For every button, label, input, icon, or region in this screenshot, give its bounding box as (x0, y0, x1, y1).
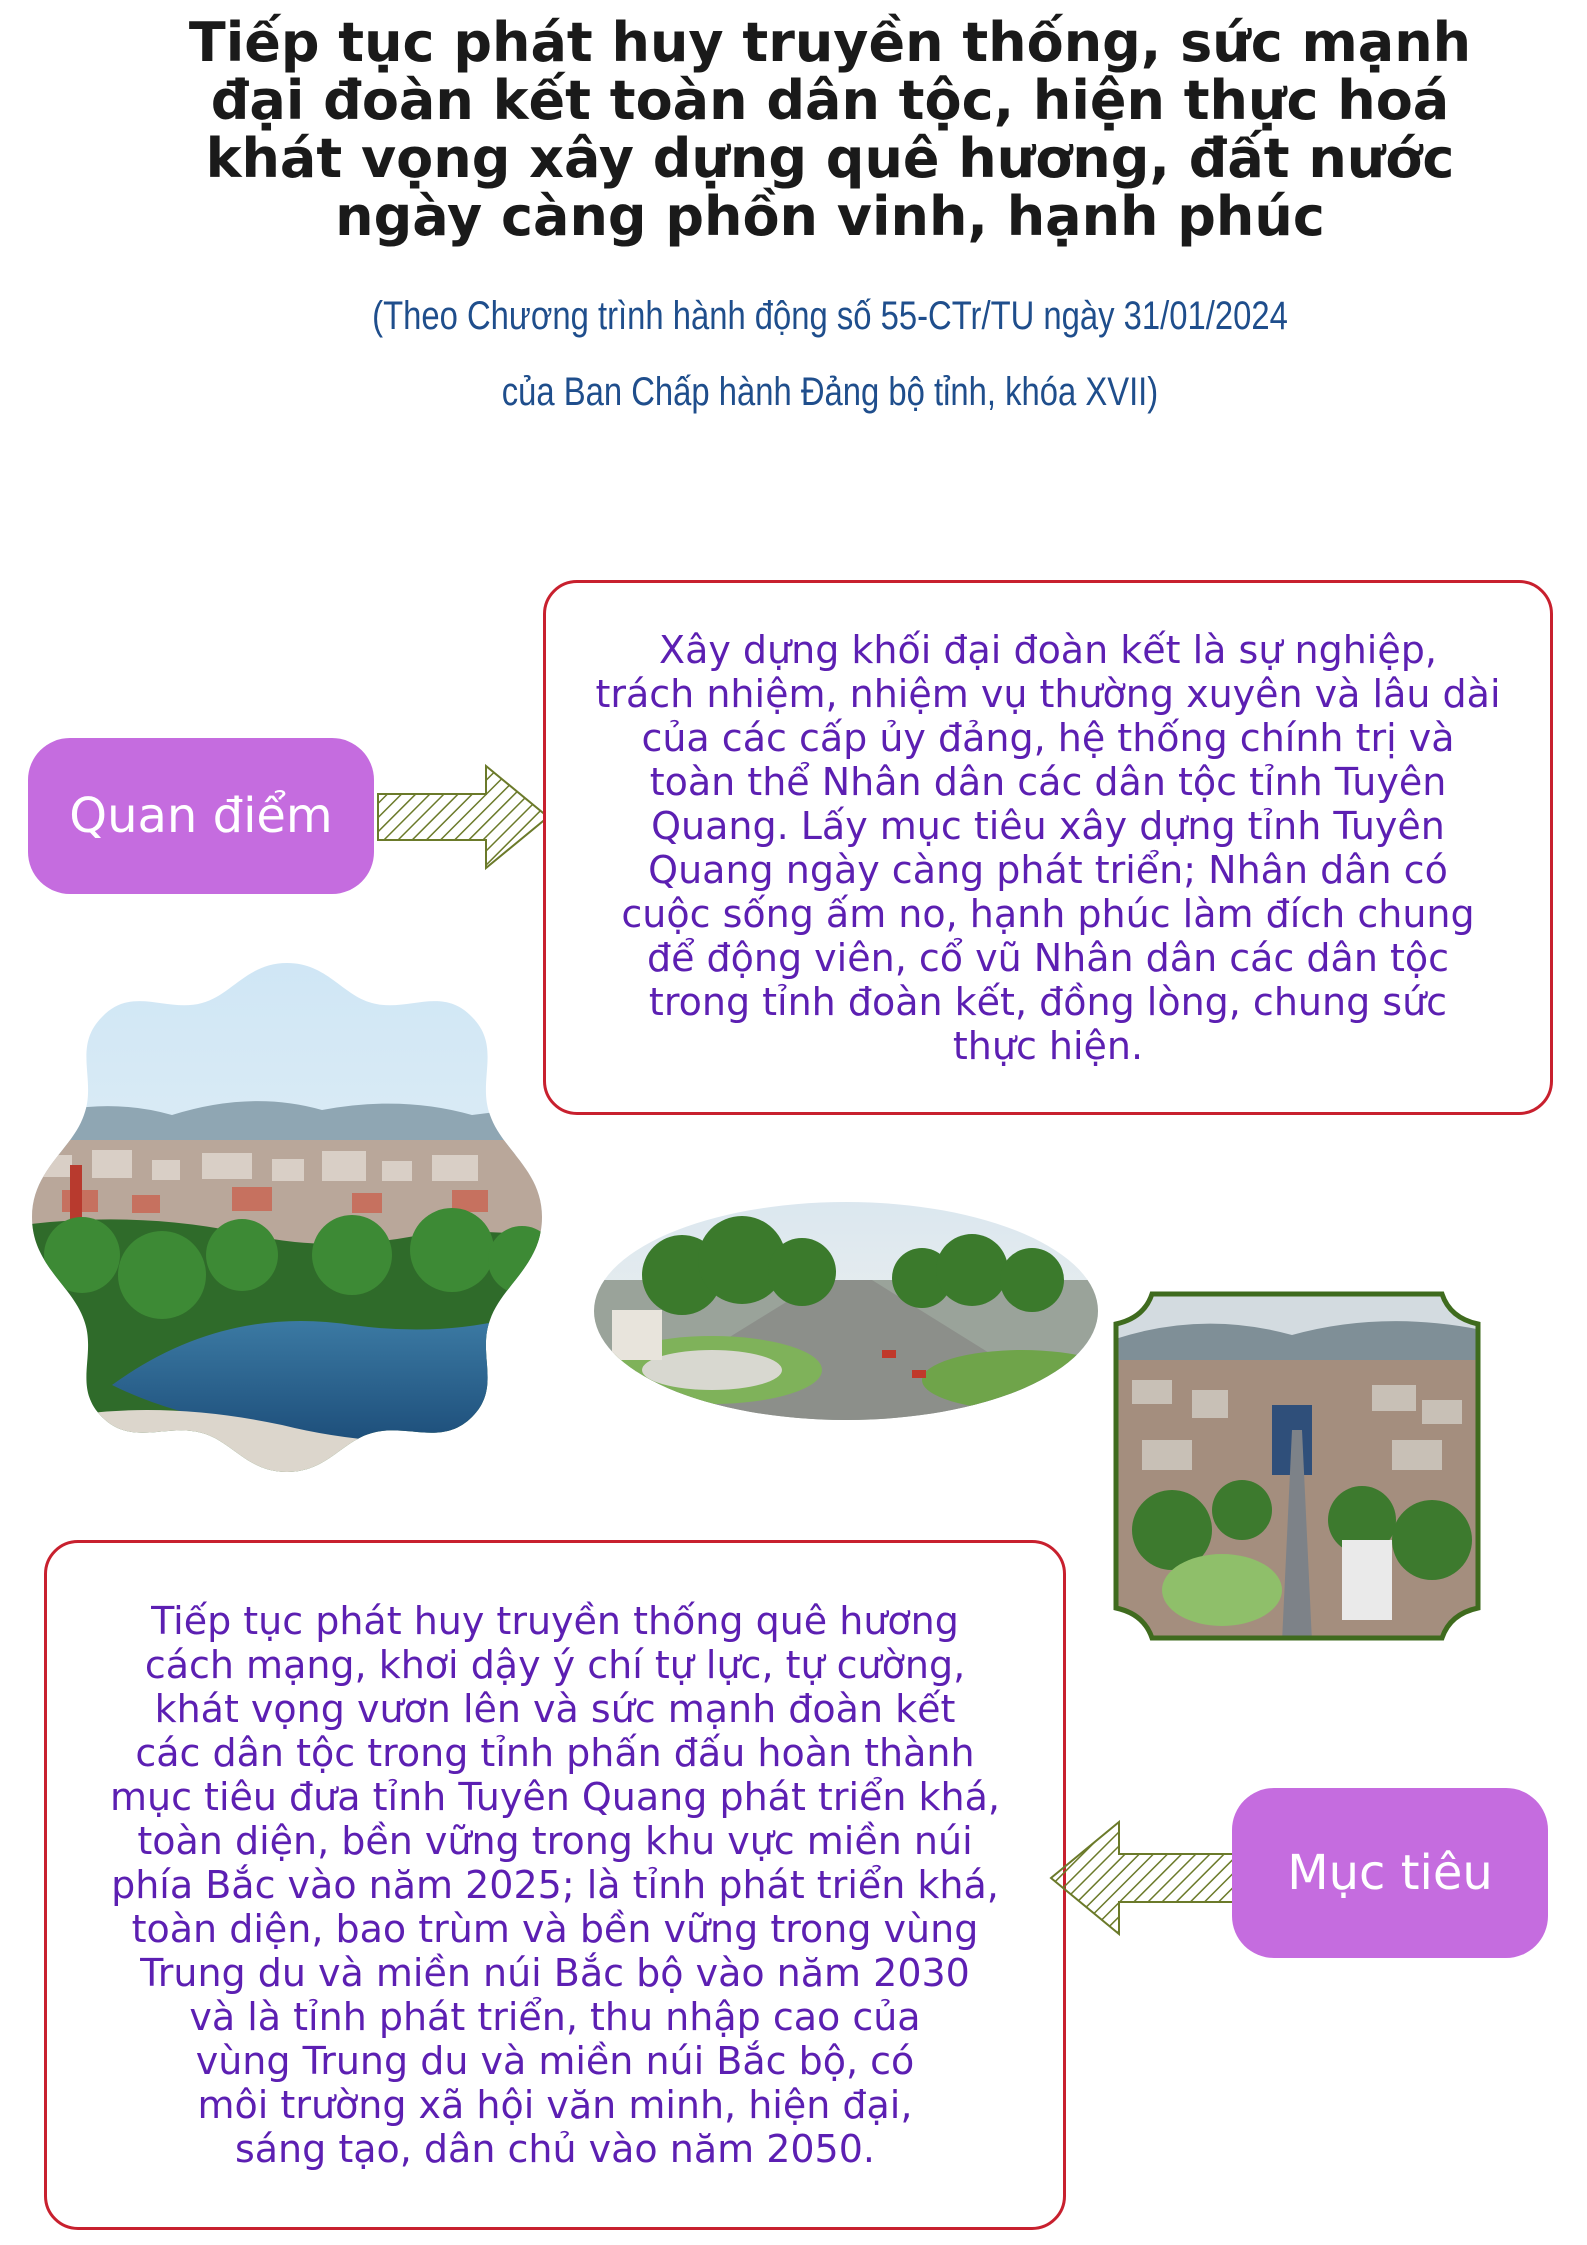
text-line: mục tiêu đưa tỉnh Tuyên Quang phát triển khá, (109, 1775, 1000, 1819)
boulevard-photo (592, 1200, 1100, 1422)
text-line: thực hiện. (952, 1023, 1144, 1068)
text-line: toàn diện, bao trùm và bền vững trong vùng (131, 1907, 979, 1951)
arrow-left-icon (1047, 1818, 1237, 1938)
text-line: và là tỉnh phát triển, thu nhập cao của (189, 1995, 921, 2039)
viewpoint-text (595, 628, 1500, 1068)
text-line: Quang ngày càng phát triển; Nhân dân có (648, 847, 1448, 892)
viewpoint-label (28, 738, 374, 894)
title-line: khát vọng xây dựng quê hương, đất nước (205, 127, 1455, 190)
goal-label (1232, 1788, 1548, 1958)
text-line: toàn diện, bền vững trong khu vực miền núi (137, 1819, 973, 1863)
subtitle-line: (Theo Chương trình hành động số 55-CTr/TU ngày 31/01/2024 (372, 294, 1288, 338)
viewpoint-label-text: Quan điểm (69, 788, 333, 844)
text-line: Trung du và miền núi Bắc bộ vào năm 2030 (140, 1951, 970, 1995)
goal-label-text: Mục tiêu (1287, 1845, 1493, 1901)
text-line: Quang. Lấy mục tiêu xây dựng tỉnh Tuyên (651, 803, 1445, 848)
text-line: các dân tộc trong tỉnh phấn đấu hoàn thành (135, 1731, 975, 1775)
goal-text (110, 1599, 1000, 2171)
text-line: Xây dựng khối đại đoàn kết là sự nghiệp, (659, 627, 1437, 672)
city-lake-photo (22, 955, 552, 1480)
text-line: trách nhiệm, nhiệm vụ thường xuyên và lâu dài (595, 671, 1501, 716)
text-line: của các cấp ủy đảng, hệ thống chính trị và (641, 715, 1455, 760)
text-line: cách mạng, khơi dậy ý chí tự lực, tự cường, (144, 1643, 966, 1687)
arrow-right-icon (376, 762, 552, 872)
text-line: khát vọng vươn lên và sức mạnh đoàn kết (154, 1687, 956, 1731)
text-line: Tiếp tục phát huy truyền thống quê hương (151, 1599, 959, 1643)
page-subtitle (200, 278, 1460, 430)
title-line: Tiếp tục phát huy truyền thống, sức mạnh (188, 11, 1472, 74)
text-line: sáng tạo, dân chủ vào năm 2050. (234, 2127, 875, 2171)
goal-box (44, 1540, 1066, 2230)
title-line: ngày càng phồn vinh, hạnh phúc (335, 185, 1325, 248)
subtitle-line: của Ban Chấp hành Đảng bộ tỉnh, khóa XVII) (501, 370, 1159, 414)
text-line: vùng Trung du và miền núi Bắc bộ, có (195, 2039, 915, 2083)
page-title (150, 11, 1510, 248)
text-line: cuộc sống ấm no, hạnh phúc làm đích chung (621, 891, 1475, 936)
city-aerial-photo (1112, 1290, 1482, 1642)
text-line: toàn thể Nhân dân các dân tộc tỉnh Tuyên (649, 759, 1447, 804)
title-line: đại đoàn kết toàn dân tộc, hiện thực hoá (210, 69, 1450, 132)
viewpoint-box (543, 580, 1553, 1115)
text-line: môi trường xã hội văn minh, hiện đại, (197, 2083, 913, 2127)
text-line: để động viên, cổ vũ Nhân dân các dân tộc (646, 935, 1450, 980)
text-line: trong tỉnh đoàn kết, đồng lòng, chung sức (648, 979, 1448, 1024)
text-line: phía Bắc vào năm 2025; là tỉnh phát triển khá, (111, 1863, 999, 1907)
